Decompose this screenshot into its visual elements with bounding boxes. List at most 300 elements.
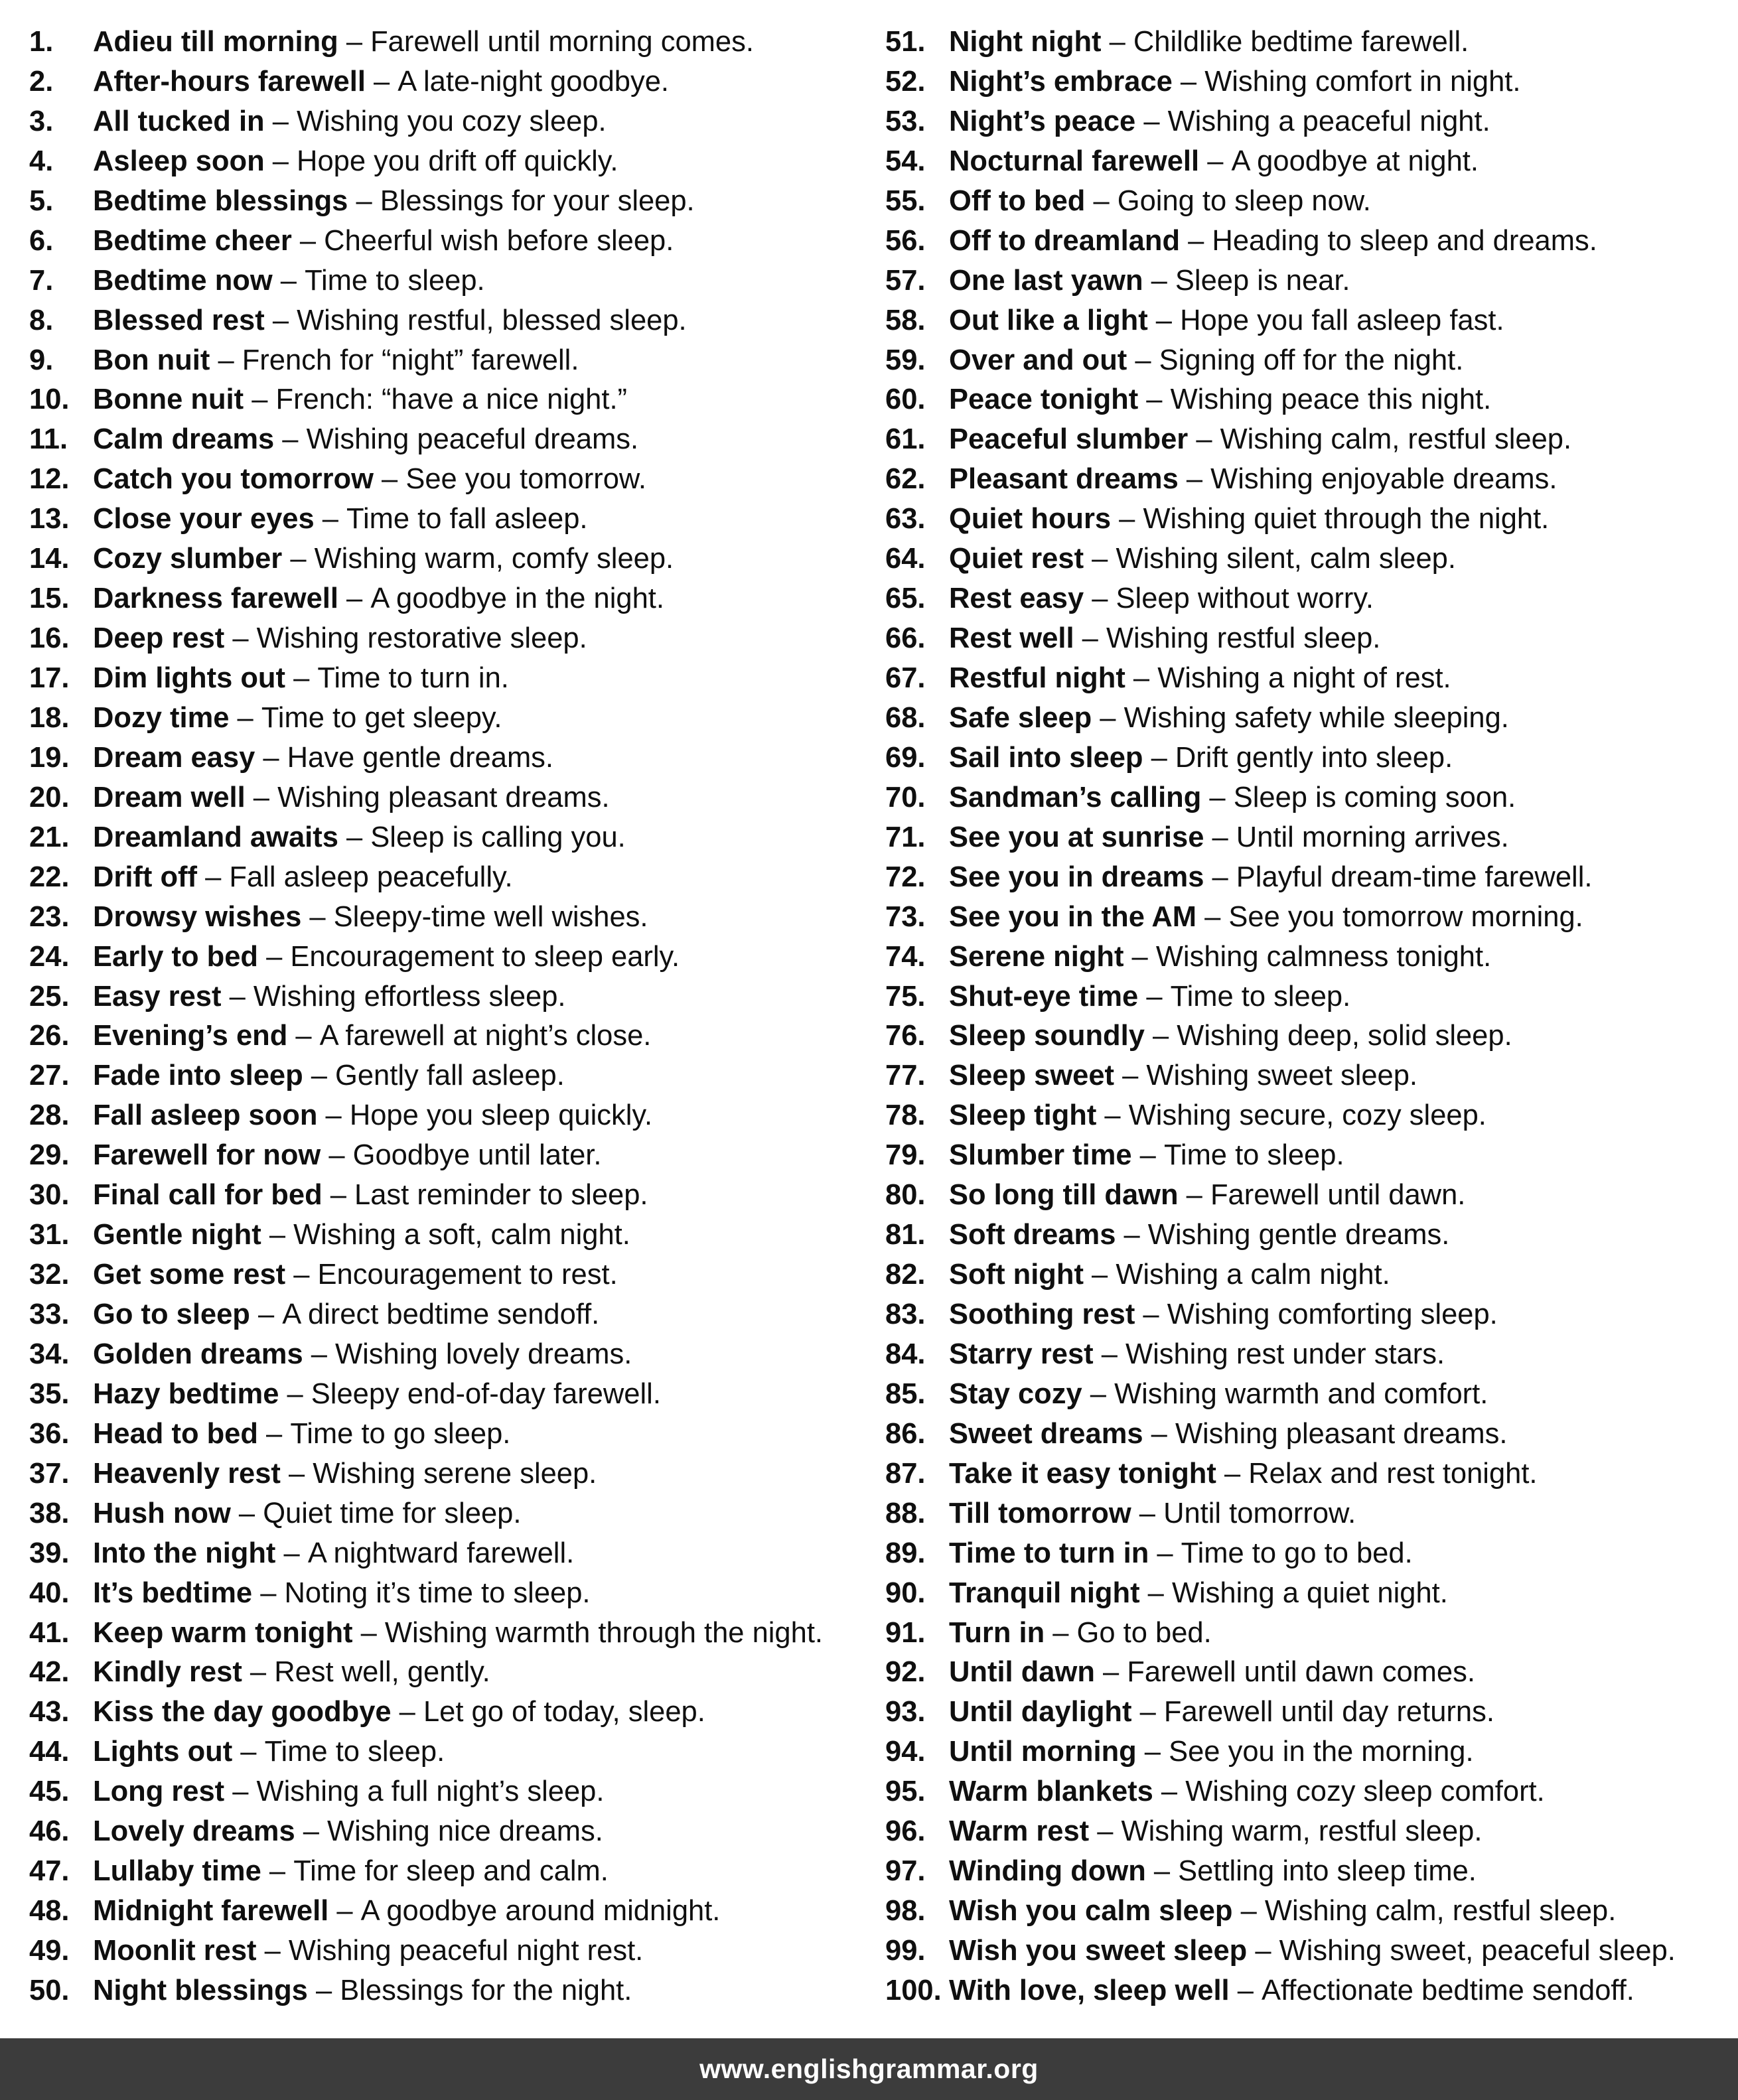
list-item bbox=[29, 977, 859, 1017]
item-number: 80. bbox=[885, 1179, 926, 1212]
item-number: 91. bbox=[885, 1616, 926, 1649]
item-separator: – bbox=[391, 1696, 423, 1728]
item-meaning: Wishing a calm night. bbox=[1116, 1259, 1390, 1291]
item-separator: – bbox=[256, 1935, 289, 1967]
item-phrase: Dream easy bbox=[93, 741, 255, 774]
item-number: 71. bbox=[885, 821, 926, 853]
item-number: 92. bbox=[885, 1656, 926, 1689]
list-item bbox=[885, 1574, 1735, 1614]
item-phrase: Darkness farewell bbox=[93, 583, 338, 615]
item-separator: – bbox=[1232, 1895, 1265, 1927]
item-number: 52. bbox=[885, 65, 926, 98]
item-separator: – bbox=[1147, 304, 1181, 336]
item-phrase: Drowsy wishes bbox=[93, 900, 302, 933]
item-phrase: With love, sleep well bbox=[949, 1974, 1230, 2006]
item-number: 50. bbox=[29, 1974, 70, 2006]
item-number: 32. bbox=[29, 1259, 70, 1291]
item-meaning: Wishing a soft, calm night. bbox=[293, 1219, 630, 1251]
item-separator: – bbox=[232, 1736, 265, 1768]
item-meaning: Until morning arrives. bbox=[1236, 821, 1509, 853]
item-separator: – bbox=[1127, 344, 1159, 376]
item-number: 20. bbox=[29, 781, 70, 813]
item-number: 35. bbox=[29, 1377, 70, 1410]
item-phrase: Sleep soundly bbox=[949, 1020, 1145, 1052]
item-phrase: Turn in bbox=[949, 1616, 1045, 1649]
item-separator: – bbox=[255, 741, 287, 774]
item-separator: – bbox=[1153, 1776, 1186, 1808]
item-phrase: Safe sleep bbox=[949, 701, 1092, 734]
item-meaning: Wishing peaceful night rest. bbox=[288, 1935, 644, 1967]
item-meaning: Wishing sweet, peaceful sleep. bbox=[1279, 1935, 1676, 1967]
item-separator: – bbox=[285, 1259, 318, 1291]
item-phrase: Night’s peace bbox=[949, 105, 1136, 137]
item-separator: – bbox=[1114, 1060, 1147, 1092]
item-phrase: Keep warm tonight bbox=[93, 1616, 353, 1649]
item-phrase: Early to bed bbox=[93, 940, 258, 973]
item-number: 22. bbox=[29, 861, 70, 893]
item-phrase: Drift off bbox=[93, 861, 198, 893]
item-separator: – bbox=[242, 1656, 275, 1689]
item-separator: – bbox=[275, 1537, 308, 1569]
list-item bbox=[885, 1892, 1735, 1931]
item-separator: – bbox=[257, 940, 291, 973]
item-separator: – bbox=[301, 900, 334, 933]
item-phrase: Rest easy bbox=[949, 583, 1084, 615]
item-number: 37. bbox=[29, 1457, 70, 1490]
item-phrase: Peace tonight bbox=[949, 384, 1139, 416]
item-separator: – bbox=[1082, 1377, 1115, 1410]
item-separator: – bbox=[1138, 980, 1171, 1013]
item-separator: – bbox=[314, 503, 347, 535]
item-number: 70. bbox=[885, 781, 926, 813]
item-phrase: Soft night bbox=[949, 1259, 1084, 1291]
item-separator: – bbox=[274, 423, 307, 456]
list-item bbox=[29, 619, 859, 659]
list-item bbox=[885, 1415, 1735, 1454]
item-phrase: Lullaby time bbox=[93, 1855, 261, 1888]
item-meaning: Sleep without worry. bbox=[1116, 583, 1374, 615]
item-meaning: Wishing a night of rest. bbox=[1157, 662, 1451, 694]
footer-website-url: www.englishgrammar.org bbox=[699, 2054, 1039, 2084]
item-meaning: Farewell until dawn. bbox=[1210, 1179, 1466, 1212]
list-item bbox=[29, 1852, 859, 1892]
item-meaning: A farewell at night’s close. bbox=[319, 1020, 652, 1052]
item-separator: – bbox=[1116, 1219, 1148, 1251]
list-item bbox=[885, 142, 1735, 182]
list-item bbox=[885, 1494, 1735, 1534]
item-phrase: Off to bed bbox=[949, 184, 1086, 217]
item-number: 42. bbox=[29, 1656, 70, 1689]
item-separator: – bbox=[1178, 1179, 1210, 1212]
item-phrase: Gentle night bbox=[93, 1219, 261, 1251]
item-number: 12. bbox=[29, 463, 70, 496]
item-meaning: Wishing comfort in night. bbox=[1204, 65, 1521, 98]
item-phrase: Hush now bbox=[93, 1497, 231, 1529]
list-item bbox=[885, 222, 1735, 261]
list-item bbox=[29, 1892, 859, 1931]
list-item bbox=[885, 460, 1735, 500]
item-meaning: Wishing restorative sleep. bbox=[256, 622, 587, 655]
item-number: 14. bbox=[29, 543, 70, 575]
item-separator: – bbox=[1204, 861, 1236, 893]
item-phrase: Sleep tight bbox=[949, 1099, 1097, 1132]
item-number: 68. bbox=[885, 701, 926, 734]
list-item bbox=[885, 1971, 1735, 2011]
item-number: 13. bbox=[29, 503, 70, 535]
item-phrase: Bedtime now bbox=[93, 264, 273, 297]
item-meaning: Time to sleep. bbox=[305, 264, 485, 297]
item-number: 47. bbox=[29, 1855, 70, 1888]
item-number: 2. bbox=[29, 65, 54, 98]
item-number: 99. bbox=[885, 1935, 926, 1967]
list-item bbox=[885, 1534, 1735, 1574]
item-phrase: Calm dreams bbox=[93, 423, 275, 456]
list-item bbox=[29, 818, 859, 858]
item-number: 76. bbox=[885, 1020, 926, 1052]
item-phrase: Bedtime cheer bbox=[93, 224, 292, 257]
item-number: 18. bbox=[29, 701, 70, 734]
item-separator: – bbox=[250, 1298, 283, 1330]
list-item bbox=[885, 1812, 1735, 1852]
item-meaning: Wishing restful, blessed sleep. bbox=[297, 304, 687, 336]
item-meaning: Encouragement to rest. bbox=[317, 1259, 618, 1291]
item-number: 77. bbox=[885, 1060, 926, 1092]
item-meaning: See you tomorrow morning. bbox=[1228, 900, 1583, 933]
item-separator: – bbox=[1085, 184, 1118, 217]
item-separator: – bbox=[261, 1219, 294, 1251]
list-item bbox=[29, 261, 859, 301]
item-number: 19. bbox=[29, 741, 70, 774]
item-separator: – bbox=[224, 622, 257, 655]
item-separator: – bbox=[252, 1576, 285, 1609]
item-separator: – bbox=[224, 1776, 257, 1808]
list-item bbox=[29, 1096, 859, 1136]
item-phrase: Take it easy tonight bbox=[949, 1457, 1216, 1490]
list-item bbox=[885, 1056, 1735, 1096]
item-phrase: Farewell for now bbox=[93, 1139, 321, 1172]
item-meaning: Wishing calm, restful sleep. bbox=[1220, 423, 1572, 456]
item-phrase: Get some rest bbox=[93, 1259, 286, 1291]
item-separator: – bbox=[229, 701, 261, 734]
list-item bbox=[885, 818, 1735, 858]
item-meaning: Time to turn in. bbox=[317, 662, 509, 694]
list-item bbox=[29, 1335, 859, 1375]
list-item bbox=[885, 1772, 1735, 1812]
item-number: 38. bbox=[29, 1497, 70, 1529]
item-phrase: Night’s embrace bbox=[949, 65, 1173, 98]
list-item bbox=[885, 699, 1735, 738]
item-separator: – bbox=[1216, 1457, 1249, 1490]
item-phrase: Tranquil night bbox=[949, 1576, 1140, 1609]
item-meaning: Sleep is near. bbox=[1175, 264, 1350, 297]
item-phrase: Out like a light bbox=[949, 304, 1148, 336]
item-separator: – bbox=[264, 105, 297, 137]
item-number: 84. bbox=[885, 1338, 926, 1370]
item-meaning: Have gentle dreams. bbox=[287, 741, 554, 774]
item-phrase: Shut-eye time bbox=[949, 980, 1139, 1013]
item-phrase: After-hours farewell bbox=[93, 65, 366, 98]
item-phrase: Restful night bbox=[949, 662, 1125, 694]
item-phrase: Nocturnal farewell bbox=[949, 145, 1200, 177]
item-number: 1. bbox=[29, 26, 54, 58]
item-meaning: Sleepy-time well wishes. bbox=[333, 900, 648, 933]
item-meaning: A nightward farewell. bbox=[307, 1537, 575, 1569]
item-separator: – bbox=[1125, 662, 1158, 694]
item-meaning: Time to sleep. bbox=[1170, 980, 1351, 1013]
item-number: 63. bbox=[885, 503, 926, 535]
item-separator: – bbox=[1131, 1497, 1164, 1529]
item-separator: – bbox=[279, 1377, 311, 1410]
item-phrase: Bedtime blessings bbox=[93, 184, 348, 217]
item-separator: – bbox=[1188, 423, 1220, 456]
item-separator: – bbox=[1136, 1736, 1169, 1768]
item-number: 97. bbox=[885, 1855, 926, 1888]
item-meaning: A direct bedtime sendoff. bbox=[282, 1298, 600, 1330]
item-meaning: Sleepy end-of-day farewell. bbox=[311, 1377, 661, 1410]
list-item bbox=[29, 1415, 859, 1454]
item-phrase: One last yawn bbox=[949, 264, 1143, 297]
item-separator: – bbox=[261, 1855, 294, 1888]
list-item bbox=[29, 1614, 859, 1653]
list-item bbox=[885, 539, 1735, 579]
item-meaning: See you in the morning. bbox=[1169, 1736, 1474, 1768]
item-phrase: Hazy bedtime bbox=[93, 1377, 279, 1410]
item-phrase: See you in the AM bbox=[949, 900, 1197, 933]
item-phrase: Winding down bbox=[949, 1855, 1146, 1888]
list-item bbox=[29, 858, 859, 898]
list-item bbox=[29, 380, 859, 420]
item-separator: – bbox=[1149, 1537, 1181, 1569]
item-meaning: Childlike bedtime farewell. bbox=[1133, 26, 1469, 58]
list-item bbox=[29, 182, 859, 222]
item-phrase: Lights out bbox=[93, 1736, 233, 1768]
item-meaning: Blessings for your sleep. bbox=[380, 184, 695, 217]
item-phrase: Midnight farewell bbox=[93, 1895, 329, 1927]
item-separator: – bbox=[1083, 1259, 1116, 1291]
item-meaning: Wishing quiet through the night. bbox=[1143, 503, 1550, 535]
item-number: 46. bbox=[29, 1815, 70, 1848]
item-number: 24. bbox=[29, 940, 70, 973]
item-phrase: Till tomorrow bbox=[949, 1497, 1131, 1529]
item-number: 86. bbox=[885, 1417, 926, 1450]
item-separator: – bbox=[1123, 940, 1156, 973]
item-meaning: Wishing serene sleep. bbox=[313, 1457, 597, 1490]
item-number: 69. bbox=[885, 741, 926, 774]
item-number: 87. bbox=[885, 1457, 926, 1490]
item-separator: – bbox=[291, 224, 325, 257]
item-phrase: Night blessings bbox=[93, 1974, 308, 2006]
item-separator: – bbox=[210, 344, 242, 376]
item-number: 40. bbox=[29, 1576, 70, 1609]
list-item bbox=[29, 301, 859, 341]
list-item bbox=[885, 301, 1735, 341]
item-meaning: Wishing warmth through the night. bbox=[384, 1616, 823, 1649]
item-meaning: Wishing nice dreams. bbox=[327, 1815, 603, 1848]
list-item bbox=[29, 222, 859, 261]
list-item bbox=[885, 1653, 1735, 1693]
item-meaning: Fall asleep peacefully. bbox=[229, 861, 513, 893]
item-separator: – bbox=[245, 781, 278, 813]
item-separator: – bbox=[280, 1457, 313, 1490]
item-separator: – bbox=[1229, 1974, 1262, 2006]
item-meaning: Wishing peaceful dreams. bbox=[306, 423, 639, 456]
item-separator: – bbox=[1196, 900, 1229, 933]
item-number: 36. bbox=[29, 1417, 70, 1450]
item-separator: – bbox=[373, 463, 406, 496]
item-separator: – bbox=[1074, 622, 1106, 655]
item-number: 45. bbox=[29, 1776, 70, 1808]
item-phrase: Deep rest bbox=[93, 622, 225, 655]
item-number: 96. bbox=[885, 1815, 926, 1848]
item-meaning: Heading to sleep and dreams. bbox=[1212, 224, 1597, 257]
list-item bbox=[885, 1931, 1735, 1971]
list-item bbox=[885, 1614, 1735, 1653]
item-separator: – bbox=[272, 264, 305, 297]
item-phrase: Fade into sleep bbox=[93, 1060, 303, 1092]
item-phrase: Cozy slumber bbox=[93, 543, 283, 575]
item-number: 100. bbox=[885, 1974, 942, 2006]
item-separator: – bbox=[365, 65, 398, 98]
item-phrase: See you at sunrise bbox=[949, 821, 1204, 853]
item-meaning: Affectionate bedtime sendoff. bbox=[1262, 1974, 1634, 2006]
list-item bbox=[885, 1852, 1735, 1892]
list-item bbox=[29, 699, 859, 738]
list-item bbox=[885, 1136, 1735, 1176]
list-item bbox=[885, 1096, 1735, 1136]
item-meaning: Time to get sleepy. bbox=[261, 701, 502, 734]
item-separator: – bbox=[1084, 583, 1116, 615]
item-separator: – bbox=[257, 1417, 291, 1450]
item-separator: – bbox=[264, 145, 297, 177]
list-item bbox=[885, 1732, 1735, 1772]
list-item bbox=[29, 1653, 859, 1693]
phrase-list-left-column bbox=[29, 23, 859, 2011]
item-separator: – bbox=[1131, 1139, 1164, 1172]
list-item bbox=[29, 539, 859, 579]
item-meaning: Sleep is calling you. bbox=[370, 821, 626, 853]
item-phrase: Fall asleep soon bbox=[93, 1099, 318, 1132]
item-phrase: Sweet dreams bbox=[949, 1417, 1143, 1450]
item-meaning: Wishing enjoyable dreams. bbox=[1210, 463, 1557, 496]
item-number: 44. bbox=[29, 1736, 70, 1768]
item-phrase: Slumber time bbox=[949, 1139, 1132, 1172]
item-phrase: Until morning bbox=[949, 1736, 1137, 1768]
item-separator: – bbox=[307, 1974, 340, 2006]
item-meaning: Until tomorrow. bbox=[1163, 1497, 1356, 1529]
item-number: 93. bbox=[885, 1696, 926, 1728]
item-phrase: Golden dreams bbox=[93, 1338, 303, 1370]
item-number: 28. bbox=[29, 1099, 70, 1132]
item-phrase: Bonne nuit bbox=[93, 384, 244, 416]
item-meaning: Wishing lovely dreams. bbox=[335, 1338, 632, 1370]
item-separator: – bbox=[322, 1179, 355, 1212]
list-item bbox=[885, 380, 1735, 420]
item-separator: – bbox=[1201, 781, 1234, 813]
item-meaning: Wishing calm, restful sleep. bbox=[1264, 1895, 1617, 1927]
list-item bbox=[29, 778, 859, 818]
list-item bbox=[29, 460, 859, 500]
item-phrase: Wish you calm sleep bbox=[949, 1895, 1233, 1927]
item-separator: – bbox=[295, 1815, 328, 1848]
item-phrase: Quiet rest bbox=[949, 543, 1084, 575]
list-item bbox=[885, 659, 1735, 699]
item-separator: – bbox=[1172, 65, 1205, 98]
item-meaning: Hope you drift off quickly. bbox=[297, 145, 618, 177]
item-separator: – bbox=[230, 1497, 263, 1529]
item-phrase: Kindly rest bbox=[93, 1656, 242, 1689]
item-separator: – bbox=[303, 1338, 336, 1370]
item-number: 48. bbox=[29, 1895, 70, 1927]
item-meaning: A goodbye in the night. bbox=[370, 583, 664, 615]
item-separator: – bbox=[1143, 1417, 1175, 1450]
list-item bbox=[29, 1016, 859, 1056]
item-separator: – bbox=[348, 184, 380, 217]
list-item bbox=[29, 1971, 859, 2011]
item-number: 3. bbox=[29, 105, 54, 137]
item-separator: – bbox=[1180, 224, 1212, 257]
item-meaning: Wishing a full night’s sleep. bbox=[256, 1776, 605, 1808]
list-item bbox=[885, 102, 1735, 142]
item-separator: – bbox=[1084, 543, 1116, 575]
item-number: 58. bbox=[885, 304, 926, 336]
list-item bbox=[29, 341, 859, 381]
item-meaning: Wishing a quiet night. bbox=[1171, 1576, 1448, 1609]
item-separator: – bbox=[1143, 741, 1175, 774]
list-item bbox=[29, 738, 859, 778]
item-meaning: See you tomorrow. bbox=[405, 463, 646, 496]
item-meaning: Rest well, gently. bbox=[274, 1656, 490, 1689]
item-meaning: Wishing warmth and comfort. bbox=[1114, 1377, 1488, 1410]
item-separator: – bbox=[285, 662, 318, 694]
item-meaning: French for “night” farewell. bbox=[242, 344, 579, 376]
item-number: 61. bbox=[885, 423, 926, 456]
item-meaning: Go to bed. bbox=[1076, 1616, 1212, 1649]
item-number: 30. bbox=[29, 1179, 70, 1212]
item-separator: – bbox=[321, 1139, 353, 1172]
item-number: 66. bbox=[885, 622, 926, 655]
list-item bbox=[29, 500, 859, 539]
item-separator: – bbox=[264, 304, 297, 336]
item-separator: – bbox=[1143, 264, 1175, 297]
item-number: 81. bbox=[885, 1219, 926, 1251]
list-item bbox=[885, 1016, 1735, 1056]
item-number: 57. bbox=[885, 264, 926, 297]
item-meaning: A goodbye around midnight. bbox=[360, 1895, 721, 1927]
item-meaning: Time for sleep and calm. bbox=[293, 1855, 609, 1888]
item-number: 62. bbox=[885, 463, 926, 496]
item-phrase: Pleasant dreams bbox=[949, 463, 1179, 496]
item-phrase: It’s bedtime bbox=[93, 1576, 253, 1609]
item-meaning: Settling into sleep time. bbox=[1178, 1855, 1477, 1888]
list-item bbox=[885, 1375, 1735, 1415]
list-item bbox=[29, 1812, 859, 1852]
item-number: 25. bbox=[29, 980, 70, 1013]
item-meaning: Wishing cozy sleep comfort. bbox=[1185, 1776, 1545, 1808]
item-separator: – bbox=[303, 1060, 336, 1092]
item-meaning: Farewell until dawn comes. bbox=[1127, 1656, 1475, 1689]
item-separator: – bbox=[287, 1020, 320, 1052]
item-separator: – bbox=[1093, 1338, 1126, 1370]
list-item bbox=[885, 23, 1735, 62]
item-separator: – bbox=[1145, 1855, 1179, 1888]
item-phrase: Rest well bbox=[949, 622, 1074, 655]
item-separator: – bbox=[1144, 1020, 1177, 1052]
item-separator: – bbox=[1199, 145, 1232, 177]
item-separator: – bbox=[282, 543, 315, 575]
item-number: 95. bbox=[885, 1776, 926, 1808]
item-number: 9. bbox=[29, 344, 54, 376]
item-number: 82. bbox=[885, 1259, 926, 1291]
